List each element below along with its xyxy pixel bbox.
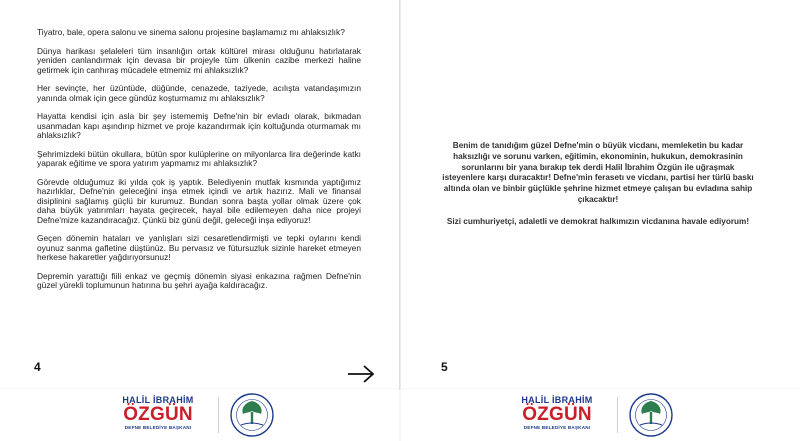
paragraph: Sizi cumhuriyetçi, adaletli ve demokrat halkımızın vicdanına havale ediyorum! [446, 216, 750, 226]
paragraph: Görevde olduğumuz iki yılda çok iş yaptık. Belediyenin mutfak kısmında yaptığımız hazırlıklar, Defne'nin geleceğini inşa etmek içindi ve artık hazırız. Mali ve finansal disiplinini sağlamış güçlü bir kurumuz. Bundan sonra başta yollar olmak üzere çok daha büyük yatırımları hayata geçirecek, hayal bile edilemeyen daha nice projeyi Defne'mize kazandıracağız. Çünkü biz günü değil, geleceği inşa ediyoruz! [37, 176, 361, 225]
logo-title: DEFNE BELEDİYE BAŞKANI [523, 425, 591, 430]
page-4 [0, 0, 399, 388]
page-number-left: 4 [34, 360, 41, 374]
logo-title: DEFNE BELEDİYE BAŞKANI [124, 425, 192, 430]
paragraph: Benim de tanıdığım güzel Defne'min o büyük vicdanı, memleketin bu kadar haksızlığı ve sorunu varken, eğitimin, ekonominin, hukukun, demokrasinin sorunlarını bir yana bırakıp tek derdi Halil İbrahim Özgün ile uğraşmak isteyenlere karşı duracaktır! Defne'min ferasetı ve vicdanı, partisi her türlü baskı altında olan ve binbir güçlükle şehrine hizmet etmeye çalışan bu evladına sahip çıkacaktır! [442, 141, 754, 204]
paragraph: Depremin yarattığı fiili enkaz ve geçmiş dönemin siyasi enkazına rağmen Defne'nin güzel yürekli toplumunun hatırına bu şehri ayağa kaldıracağız. [37, 270, 361, 291]
municipality-seal-icon [229, 392, 275, 438]
paragraph: Dünya harikası şelaleleri tüm insanlığın ortak kültürel mirası olduğunu hatırlatarak yeniden canlandırmak için devasa bir projeyle tüm ülkenin cazibe merkezi haline getirmek için canhıraş mücadele etmemiz mi ahlaksızlık? [37, 45, 361, 75]
candidate-logo [502, 395, 612, 431]
page-number-right: 5 [441, 360, 448, 374]
footer-right [401, 389, 800, 441]
arrow-right-icon[interactable] [346, 364, 376, 384]
left-page-body [37, 28, 361, 300]
paragraph: Her sevinçte, her üzüntüde, düğünde, cenazede, taziyede, acılışta vatandaşımızın yanında olmak için gece gündüz koşturmamız mı ahlaksızlık? [37, 83, 361, 103]
logo-surname: ÖZGÜN [522, 404, 592, 425]
logo-first-name: HALİL İBRAHİM [521, 395, 593, 405]
logo-divider [617, 397, 618, 433]
logo-first-name: HALİL İBRAHİM [122, 395, 194, 405]
paragraph: Hayatta kendisi için asla bir şey istememiş Defne'nin bir evladı olarak, bıkmadan usanmadan kapı aşındırıp hizmet ve proje kazandırmak için koltuğunda oturmamak mı ahlaksızlık? [37, 111, 361, 141]
footer-left [0, 389, 399, 441]
paragraph: Geçen dönemin hataları ve yanlışları sizi cesaretlendirmişti ve tepki oylarını kendi oyunuz sanma gafletine düştünüz. Bu pervasız ve fütursuzluk sizinle hareket etmeyen herkese hakaretler yağdırıyorsunuz! [37, 233, 361, 263]
paragraph: Şehrimizdeki bütün okullara, bütün spor kulüplerine on milyonlarca lira değerinde katkı yaparak eğitime ve spora yatırım yapmamız mı ahlaksızlık? [37, 148, 361, 169]
right-page-body [440, 141, 756, 239]
logo-divider [218, 397, 219, 433]
logo-surname: ÖZGÜN [123, 404, 193, 425]
municipality-seal-icon [628, 392, 674, 438]
paragraph: Tiyatro, bale, opera salonu ve sinema salonu projesine başlamamız mı ahlaksızlık? [37, 27, 345, 37]
candidate-logo [103, 395, 213, 431]
